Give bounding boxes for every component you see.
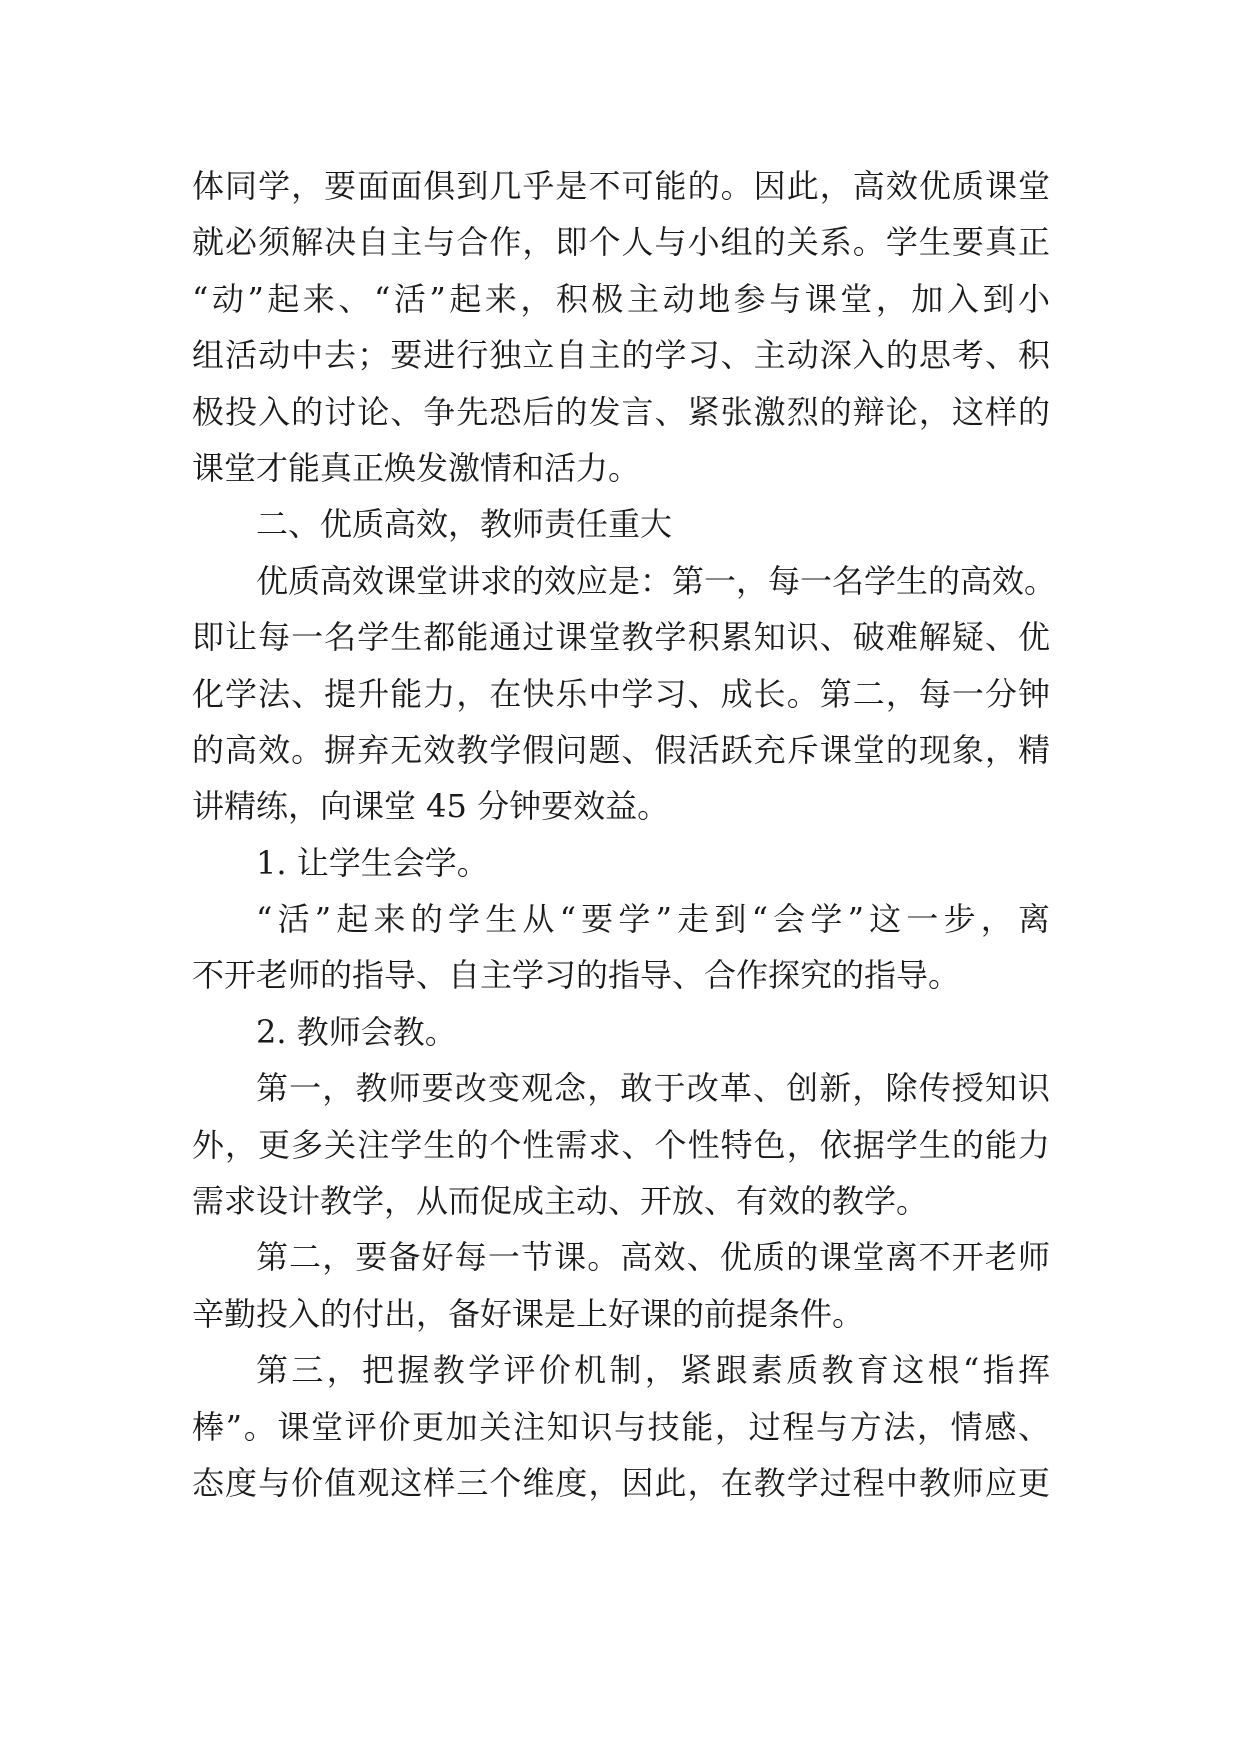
text-line: 辛勤投入的付出，备好课是上好课的前提条件。 bbox=[192, 1294, 865, 1333]
text-line: 态度与价值观这样三个维度，因此，在教学过程中教师应更 bbox=[192, 1463, 1050, 1502]
subsection-heading: 1. 让学生会学。 bbox=[256, 843, 489, 882]
text-line: 外，更多关注学生的个性需求、个性特色，依据学生的能力 bbox=[192, 1125, 1050, 1164]
subsection-heading: 2. 教师会教。 bbox=[256, 1012, 457, 1051]
text-line: “动”起来、“活”起来，积极主动地参与课堂，加入到小 bbox=[192, 279, 1050, 318]
text-line: “活”起来的学生从“要学”走到“会学”这一步，离 bbox=[256, 900, 1050, 939]
text-line: 极投入的讨论、争先恐后的发言、紧张激烈的辩论，这样的 bbox=[192, 392, 1050, 431]
text-line: 体同学，要面面俱到几乎是不可能的。因此，高效优质课堂 bbox=[192, 167, 1050, 205]
text-line: 第二，要备好每一节课。高效、优质的课堂离不开老师 bbox=[256, 1238, 1050, 1277]
text-line: 不开老师的指导、自主学习的指导、合作探究的指导。 bbox=[192, 956, 961, 995]
text-line: 课堂才能真正焕发激情和活力。 bbox=[192, 448, 641, 487]
text-line: 组活动中去；要进行独立自主的学习、主动深入的思考、积 bbox=[192, 336, 1050, 375]
text-line: 棒”。课堂评价更加关注知识与技能，过程与方法，情感、 bbox=[192, 1407, 1050, 1446]
text-line: 优质高效课堂讲求的效应是：第一，每一名学生的高效。 bbox=[256, 561, 1057, 600]
text-line: 第一，教师要改变观念，敢于改革、创新，除传授知识 bbox=[256, 1069, 1050, 1108]
text-line: 化学法、提升能力，在快乐中学习、成长。第二，每一分钟 bbox=[192, 674, 1050, 713]
text-line: 需求设计教学，从而促成主动、开放、有效的教学。 bbox=[192, 1182, 929, 1221]
text-line: 就必须解决自主与合作，即个人与小组的关系。学生要真正 bbox=[192, 223, 1050, 262]
text-line: 第三，把握教学评价机制，紧跟素质教育这根“指挥 bbox=[256, 1351, 1050, 1390]
text-line: 的高效。摒弃无效教学假问题、假活跃充斥课堂的现象，精 bbox=[192, 730, 1050, 769]
text-line: 讲精练，向课堂 45 分钟要效益。 bbox=[192, 787, 670, 826]
text-line: 即让每一名学生都能通过课堂教学积累知识、破难解疑、优 bbox=[192, 618, 1050, 657]
section-heading: 二、优质高效，教师责任重大 bbox=[256, 505, 673, 544]
body-text bbox=[192, 158, 1057, 1511]
